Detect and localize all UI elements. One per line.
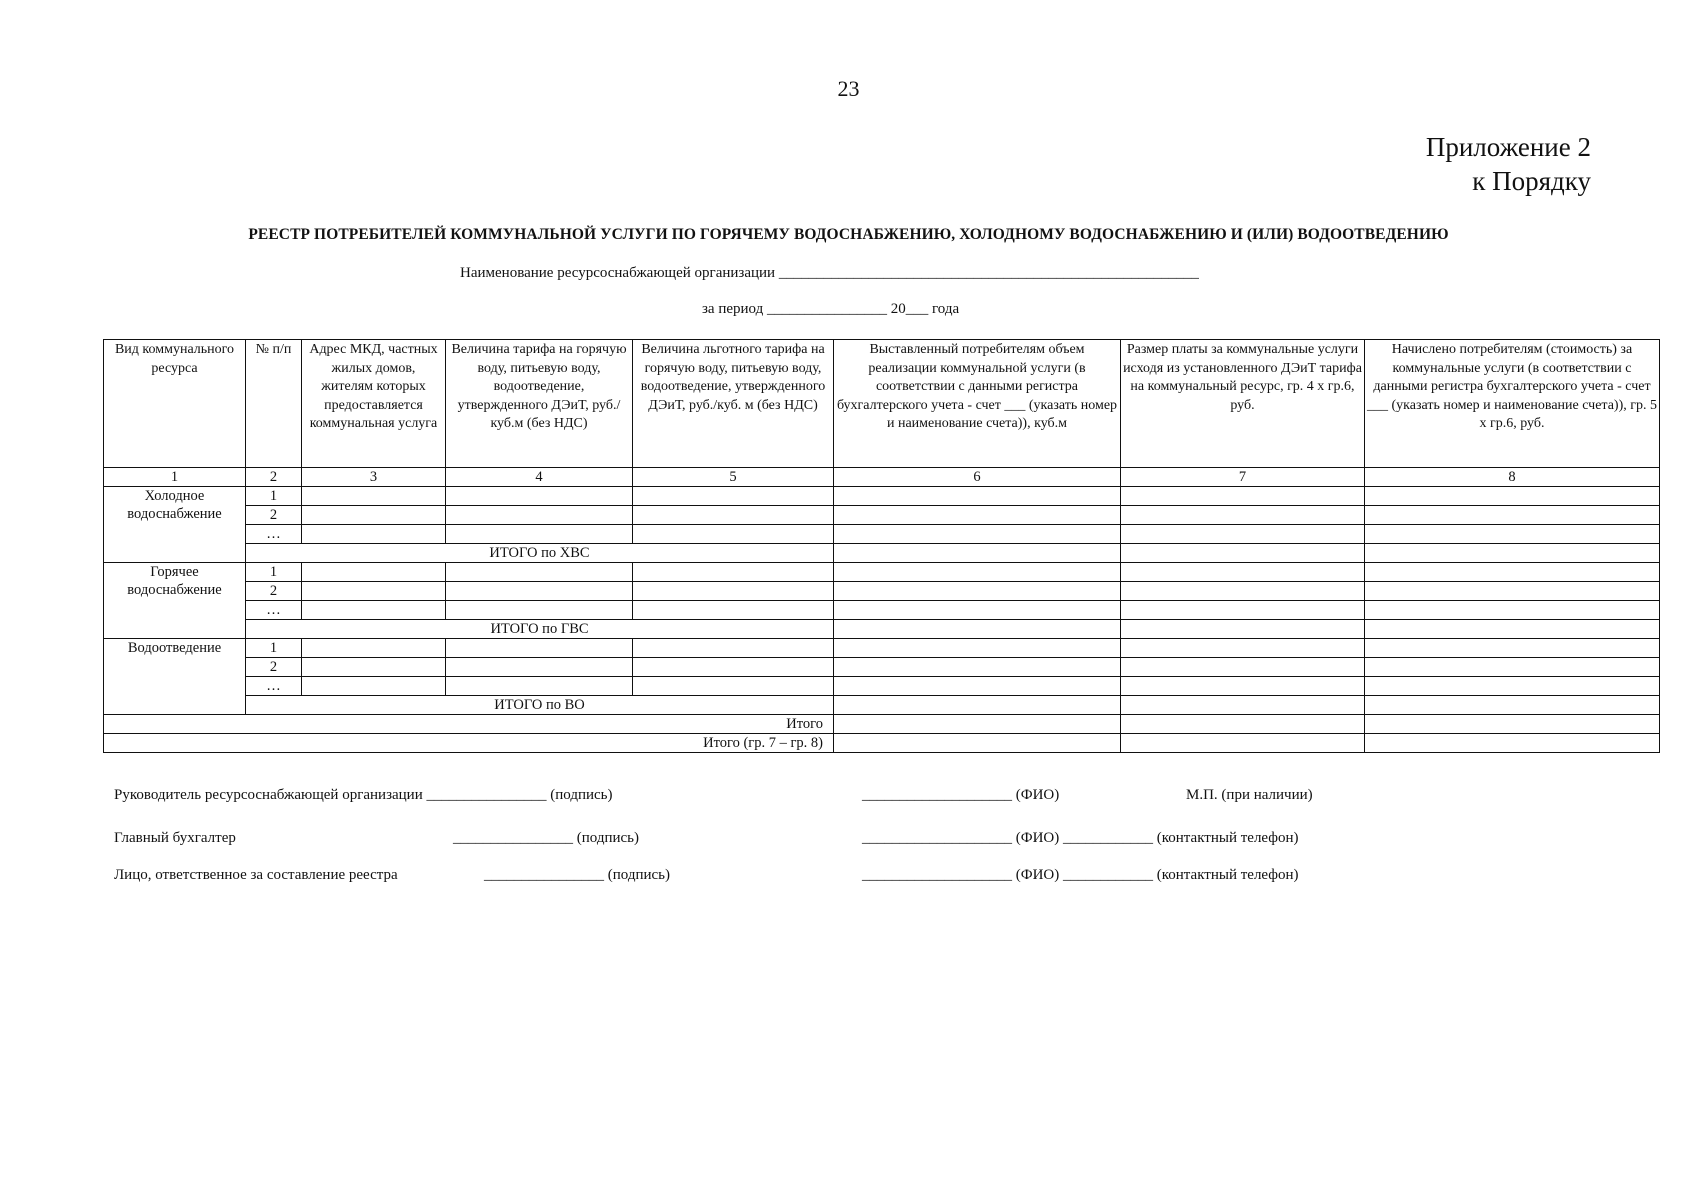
table-row xyxy=(104,601,1660,620)
header-charged-amount: Начислено потребителям (стоимость) за коммунальные услуги (в соответствии с данными регистра бухгалтерского учета - счет ___ (указать номер и наименование счета)), гр. 5 х гр.6, руб. xyxy=(1365,340,1660,468)
column-number: 8 xyxy=(1365,468,1660,487)
header-tariff: Величина тарифа на горячую воду, питьевую воду, водоотведение, утвержденного ДЭиТ, руб./куб.м (без НДС) xyxy=(446,340,633,468)
column-number: 5 xyxy=(633,468,834,487)
head-fio-line: ____________________ (ФИО) xyxy=(862,787,1060,803)
header-row-number: № п/п xyxy=(246,340,302,468)
table-row xyxy=(104,563,1660,582)
table-row xyxy=(104,677,1660,696)
accountant-signature-line: ________________ (подпись) xyxy=(453,830,640,846)
stamp-label: М.П. (при наличии) xyxy=(1186,787,1313,803)
column-number: 3 xyxy=(302,468,446,487)
column-number: 7 xyxy=(1121,468,1365,487)
registry-table xyxy=(103,339,1660,753)
row-index: 2 xyxy=(246,582,302,601)
table-row xyxy=(104,582,1660,601)
column-number: 4 xyxy=(446,468,633,487)
row-index: … xyxy=(246,677,302,696)
responsible-signature-line: ________________ (подпись) xyxy=(484,867,671,883)
row-index: 2 xyxy=(246,506,302,525)
head-signature-line: Руководитель ресурсоснабжающей организации ________________ (подпись) xyxy=(114,787,613,803)
row-index: 1 xyxy=(246,639,302,658)
grand-total-row xyxy=(104,715,1660,734)
table-row xyxy=(104,525,1660,544)
resource-cold-water: Холодное водоснабжение xyxy=(104,487,246,563)
organization-name-line: Наименование ресурсоснабжающей организации ________________________________________________________ xyxy=(460,265,1199,281)
total-row-water-disposal xyxy=(104,696,1660,715)
total-label-water-disposal: ИТОГО по ВО xyxy=(246,696,834,715)
resource-hot-water: Горячее водоснабжение xyxy=(104,563,246,639)
row-index: 1 xyxy=(246,487,302,506)
appendix-line-2: к Порядку xyxy=(1472,166,1591,196)
header-resource-type: Вид коммунального ресурса xyxy=(104,340,246,468)
row-index: … xyxy=(246,601,302,620)
responsible-label: Лицо, ответственное за составление реестра xyxy=(114,867,398,883)
total-label-hot-water: ИТОГО по ГВС xyxy=(246,620,834,639)
header-address: Адрес МКД, частных жилых домов, жителям которых предоставляется коммунальная услуга xyxy=(302,340,446,468)
header-billed-volume: Выставленный потребителям объем реализации коммунальной услуги (в соответствии с данными регистра бухгалтерского учета - счет ___ (указать номер и наименование счета)), куб.м xyxy=(834,340,1121,468)
appendix-label xyxy=(1426,130,1591,198)
table-row xyxy=(104,506,1660,525)
grand-total-label: Итого xyxy=(104,715,834,734)
accountant-label: Главный бухгалтер xyxy=(114,830,236,846)
difference-total-row xyxy=(104,734,1660,753)
table-row xyxy=(104,639,1660,658)
table-row xyxy=(104,487,1660,506)
page-number: 23 xyxy=(837,76,860,101)
row-index: … xyxy=(246,525,302,544)
table-row xyxy=(104,658,1660,677)
header-preferential-tariff: Величина льготного тарифа на горячую воду, питьевую воду, водоотведение, утвержденного ДЭиТ, руб./куб. м (без НДС) xyxy=(633,340,834,468)
accountant-fio-phone-line: ____________________ (ФИО) ____________ (контактный телефон) xyxy=(862,830,1299,846)
responsible-fio-phone-line: ____________________ (ФИО) ____________ (контактный телефон) xyxy=(862,867,1299,883)
total-row-hot-water xyxy=(104,620,1660,639)
resource-water-disposal: Водоотведение xyxy=(104,639,246,715)
difference-total-label: Итого (гр. 7 – гр. 8) xyxy=(104,734,834,753)
total-row-cold-water xyxy=(104,544,1660,563)
appendix-line-1: Приложение 2 xyxy=(1425,132,1591,162)
column-number: 2 xyxy=(246,468,302,487)
total-label-cold-water: ИТОГО по ХВС xyxy=(246,544,834,563)
column-number: 6 xyxy=(834,468,1121,487)
table-header-row xyxy=(104,340,1660,468)
header-payment-amount: Размер платы за коммунальные услуги исходя из установленного ДЭиТ тарифа на коммунальный ресурс, гр. 4 х гр.6, руб. xyxy=(1121,340,1365,468)
period-line: за период ________________ 20___ года xyxy=(702,301,960,317)
column-number: 1 xyxy=(104,468,246,487)
row-index: 2 xyxy=(246,658,302,677)
column-numbers-row xyxy=(104,468,1660,487)
row-index: 1 xyxy=(246,563,302,582)
document-title: РЕЕСТР ПОТРЕБИТЕЛЕЙ КОММУНАЛЬНОЙ УСЛУГИ ПО ГОРЯЧЕМУ ВОДОСНАБЖЕНИЮ, ХОЛОДНОМУ ВОДОСНАБЖЕНИЮ И (ИЛИ) ВОДООТВЕДЕНИЮ xyxy=(248,226,1449,243)
